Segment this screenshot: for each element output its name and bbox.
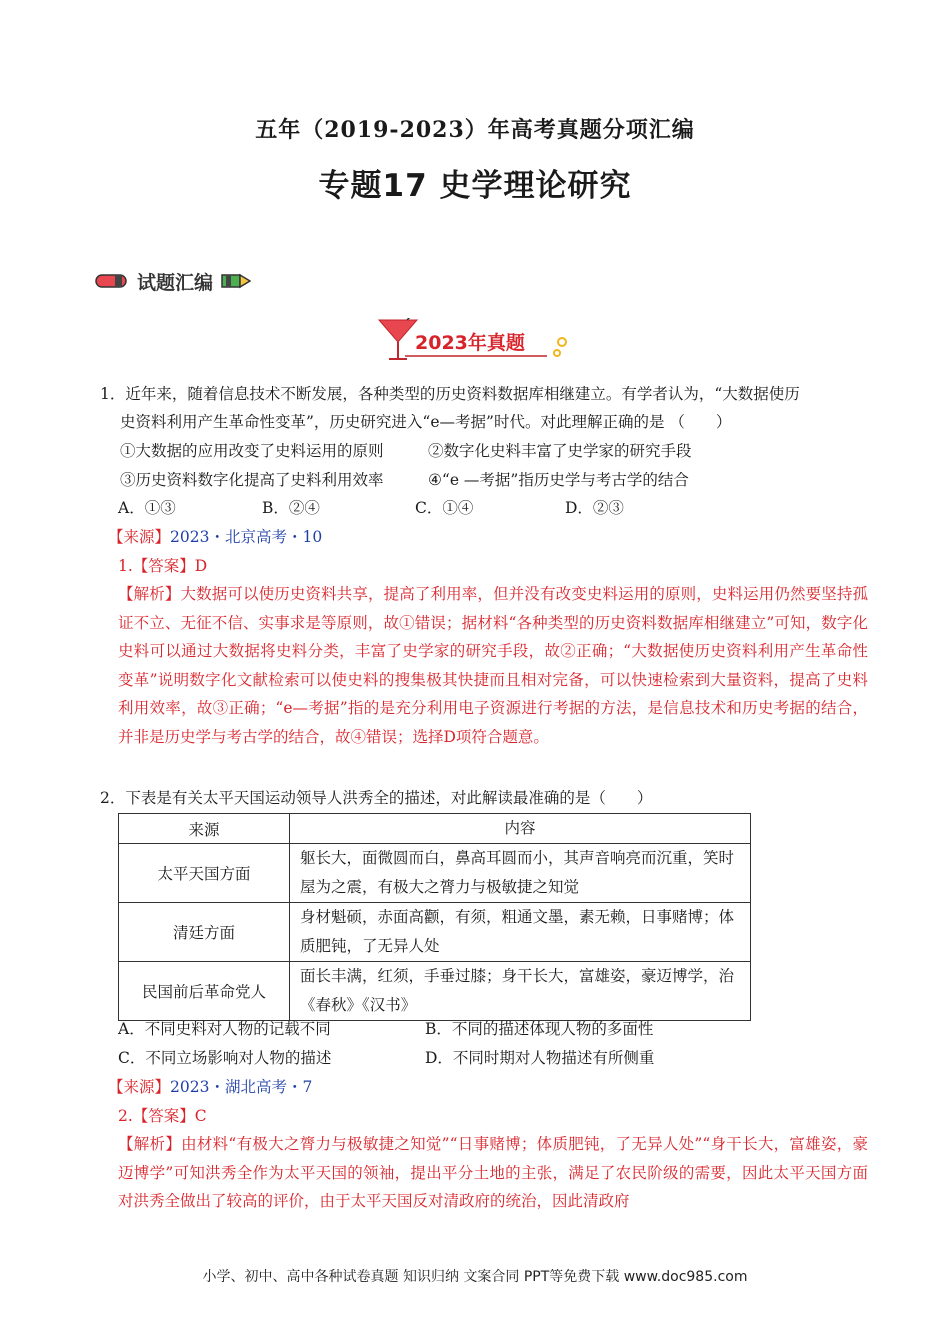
q2-choice-d: D．不同时期对人物描述有所侧重 [425, 1049, 655, 1067]
q2-table [118, 813, 751, 1021]
page-title: 专题17 史学理论研究 [318, 168, 632, 204]
q1-source [108, 523, 322, 551]
q1-source-tag: 【来源】 [108, 528, 171, 546]
table-cell-content: 面长丰满，红须，手垂过膝；身干长大，富雄姿，豪迈博学，治《春秋》《汉书》 [290, 962, 751, 1021]
collection-subtitle: 五年（2019-2023）年高考真题分项汇编 [255, 117, 695, 143]
q2-choice-b: B．不同的描述体现人物的多面性 [425, 1020, 654, 1038]
table-header-row [119, 814, 751, 844]
q2-analysis-text: 由材料“有极大之膂力与极敏捷之知觉”“日事赌博；体质肥钝，了无异人处”“身干长大，富雄姿，豪迈博学”可知洪秀全作为太平天国的领袖，提出平分土地的主张，满足了农民阶级的需要，因此太平天国方面对洪秀全做出了较高的评价，由于太平天国反对清政府的统治，因此清政府 [118, 1135, 868, 1211]
table-header-source: 来源 [119, 814, 290, 844]
q1-option-4: ④“e —考据”指历史学与考古学的结合 [428, 471, 689, 489]
year-badge-text: 2023年真题 [415, 332, 525, 354]
q1-choice-b: B．②④ [262, 499, 320, 517]
q1-analysis [118, 580, 868, 752]
pencil-left-icon [95, 272, 129, 290]
pencil-right-icon [221, 272, 251, 290]
q1-stem-line2: 史资料利用产生革命性变革”，历史研究进入“e—考据”时代。对此理解正确的是 （ ） [120, 413, 732, 431]
q2-choice-c: C．不同立场影响对人物的描述 [118, 1049, 332, 1067]
table-cell-content: 躯长大，面微圆而白，鼻高耳圆而小，其声音响亮而沉重，笑时屋为之震，有极大之膂力与极敏捷之知觉 [290, 844, 751, 903]
table-cell-source: 太平天国方面 [119, 844, 290, 903]
q1-option-2: ②数字化史料丰富了史学家的研究手段 [428, 442, 692, 460]
footer-ad: 小学、初中、高中各种试卷真题 知识归纳 文案合同 PPT等免费下载 www.doc985.com [202, 1269, 748, 1285]
q2-analysis [118, 1130, 868, 1216]
q2-analysis-tag: 【解析】 [118, 1135, 182, 1153]
q2-source-tag: 【来源】 [108, 1078, 171, 1096]
q1-stem-line1: 1．近年来，随着信息技术不断发展，各种类型的历史资料数据库相继建立。有学者认为，“大数据使历 [100, 385, 800, 403]
section-header [95, 266, 251, 296]
table-row [119, 962, 751, 1021]
q1-answer: 1.【答案】D [118, 557, 208, 575]
table-header-content: 内容 [290, 814, 751, 844]
q1-option-1: ①大数据的应用改变了史料运用的原则 [120, 442, 384, 460]
table-row [119, 844, 751, 903]
section-label: 试题汇编 [137, 271, 214, 294]
q1-analysis-text: 大数据可以使历史资料共享，提高了利用率，但并没有改变史料运用的原则，史料运用仍然要坚持孤证不立、无征不信、实事求是等原则，故①错误；据材料“各种类型的历史资料数据库相继建立”可知，数字化史料可以通过大数据将史料分类，丰富了史学家的研究手段，故②正确；“大数据使历史资料利用产生革命性变革”说明数字化文献检索可以使史料的搜集极其快捷而且相对完备，可以快速检索到大量资料，提高了史料利用效率，故③正确；“e—考据”指的是充分利用电子资源进行考据的方法，是信息技术和历史考据的结合，并非是历史学与考古学的结合，故④错误；选择D项符合题意。 [118, 585, 868, 746]
table-row [119, 903, 751, 962]
q1-choice-d: D．②③ [565, 499, 624, 517]
q1-analysis-tag: 【解析】 [118, 585, 181, 603]
q1-source-text: 2023・北京高考・10 [170, 528, 323, 546]
q1-choice-c: C．①④ [415, 499, 474, 517]
table-cell-source: 清廷方面 [119, 903, 290, 962]
year-badge [377, 318, 577, 366]
table-cell-source: 民国前后革命党人 [119, 962, 290, 1021]
q1-option-3: ③历史资料数字化提高了史料利用效率 [120, 471, 384, 489]
q2-choice-a: A．不同史料对人物的记载不同 [118, 1020, 331, 1038]
table-cell-content: 身材魁硕，赤面高颧，有须，粗通文墨，素无赖，日事赌博；体质肥钝，了无异人处 [290, 903, 751, 962]
q2-source-text: 2023・湖北高考・7 [170, 1078, 313, 1096]
q2-answer: 2.【答案】C [118, 1107, 207, 1125]
q2-stem: 2．下表是有关太平天国运动领导人洪秀全的描述，对此解读最准确的是（ ） [100, 789, 653, 807]
q2-source [108, 1073, 312, 1101]
q1-choice-a: A．①③ [118, 499, 176, 517]
